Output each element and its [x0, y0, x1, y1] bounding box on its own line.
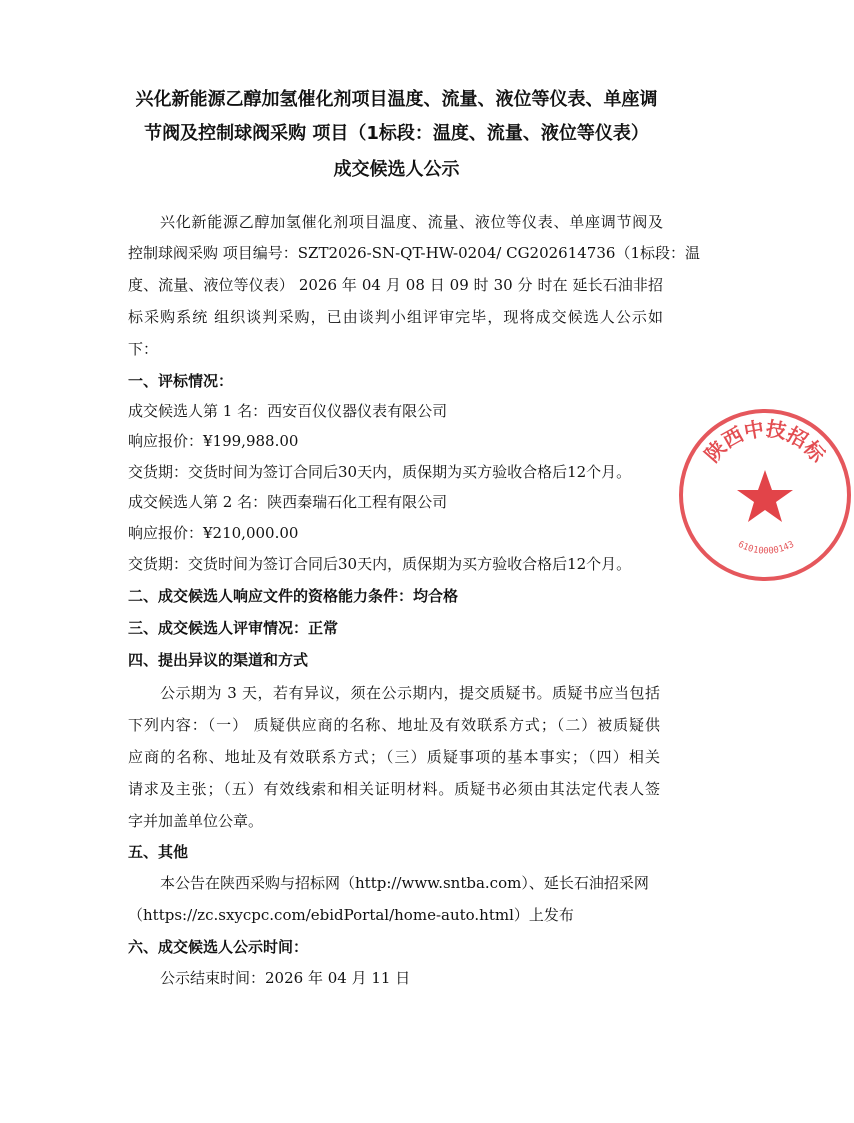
- section-review-status: 三、成交候选人评审情况：正常: [128, 619, 339, 637]
- doc-title-line-1: 兴化新能源乙醇加氢催化剂项目温度、流量、液位等仪表、单座调: [135, 89, 658, 110]
- intro-line: 控制球阀采购 项目编号：SZT2026-SN-QT-HW-0204/ CG202614736（1标段：温: [128, 244, 700, 262]
- company-seal-stamp: [676, 406, 854, 584]
- section-heading-publicity-time: 六、成交候选人公示时间：: [128, 938, 309, 956]
- doc-title-line-2: 节阀及控制球阀采购 项目（1标段：温度、流量、液位等仪表）: [144, 123, 649, 144]
- candidate-2-delivery: 交货期：交货时间为签订合同后30天内，质保期为买方验收合格后12个月。: [128, 555, 632, 573]
- seal-star-icon: [737, 470, 793, 522]
- objection-line: 请求及主张；（五）有效线索和相关证明材料。质疑书必须由其法定代表人签: [128, 780, 660, 798]
- seal-serial: 61010000143: [736, 539, 796, 557]
- intro-line: 兴化新能源乙醇加氢催化剂项目温度、流量、液位等仪表、单座调节阀及: [160, 213, 663, 231]
- candidate-1-delivery: 交货期：交货时间为签订合同后30天内，质保期为买方验收合格后12个月。: [128, 463, 632, 481]
- seal-arc-text: 陕西中技招标: [699, 416, 831, 467]
- seal-ring: [681, 411, 849, 579]
- section-heading-other: 五、其他: [128, 843, 189, 861]
- intro-line: 度、流量、液位等仪表） 2026 年 04 月 08 日 09 时 30 分 时在 延长石油非招: [128, 276, 663, 294]
- candidate-1-price: 响应报价：¥199,988.00: [128, 432, 299, 450]
- objection-line: 下列内容：（一） 质疑供应商的名称、地址及有效联系方式；（二）被质疑供: [128, 716, 660, 734]
- section-qualification: 二、成交候选人响应文件的资格能力条件：均合格: [128, 587, 459, 605]
- publication-line: （https://zc.sxycpc.com/ebidPortal/home-auto.html）上发布: [128, 906, 574, 924]
- objection-line: 公示期为 3 天，若有异议，须在公示期内，提交质疑书。质疑书应当包括: [160, 684, 660, 702]
- intro-line: 标采购系统 组织谈判采购，已由谈判小组评审完毕，现将成交候选人公示如: [128, 308, 663, 326]
- candidate-2-rank: 成交候选人第 2 名：陕西秦瑞石化工程有限公司: [128, 493, 448, 511]
- objection-line: 应商的名称、地址及有效联系方式；（三）质疑事项的基本事实；（四）相关: [128, 748, 660, 766]
- publication-line: 本公告在陕西采购与招标网（http://www.sntba.com）、延长石油招采网: [160, 874, 649, 892]
- candidate-2-price: 响应报价：¥210,000.00: [128, 524, 299, 542]
- section-heading-evaluation: 一、评标情况：: [128, 372, 234, 390]
- doc-title-line-3: 成交候选人公示: [333, 159, 460, 180]
- intro-line: 下：: [128, 340, 159, 358]
- section-heading-objection: 四、提出异议的渠道和方式: [128, 651, 309, 669]
- objection-line: 字并加盖单位公章。: [128, 812, 264, 830]
- candidate-1-rank: 成交候选人第 1 名：西安百仪仪器仪表有限公司: [128, 402, 448, 420]
- publicity-end-time: 公示结束时间：2026 年 04 月 11 日: [160, 969, 411, 987]
